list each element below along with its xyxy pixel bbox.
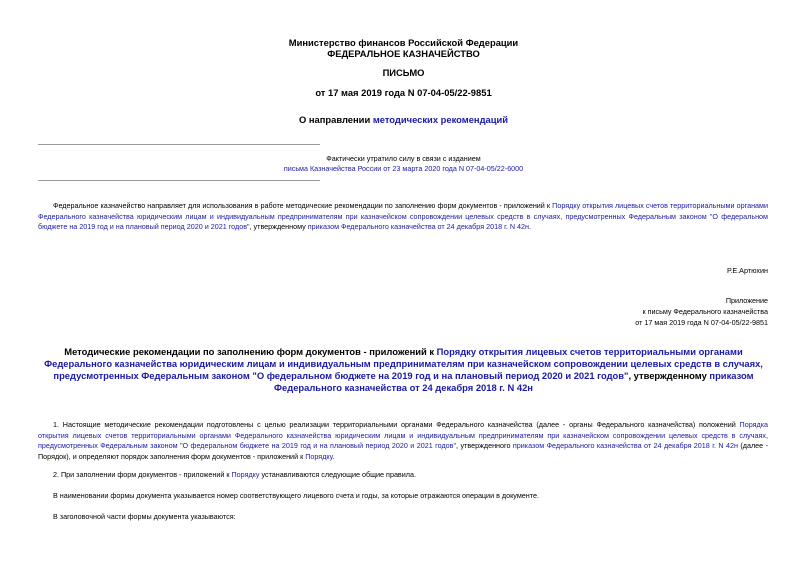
status-note-link-text[interactable]: письма Казначейства России от 23 марта 2020 года N 07-04-05/22-6000 [283, 164, 524, 173]
intro-text-3: . [528, 222, 531, 232]
divider-bottom [38, 180, 320, 181]
intro-text-2: , утвержденному [249, 222, 308, 232]
document-type: ПИСЬМО [382, 67, 425, 78]
p1-poryadok-link[interactable]: Порядку [305, 451, 333, 461]
p2-text-1: 2. При заполнении форм документов - приложений к [53, 470, 232, 479]
title-text-1: Методические рекомендации по заполнению форм документов - приложений к [64, 346, 437, 357]
ministry-name: Министерство финансов Российской Федерации [288, 37, 519, 48]
recommendations-title [40, 346, 767, 394]
subject-prefix: О направлении [298, 114, 373, 125]
p1-text-2: , утвержденного [456, 441, 513, 451]
appendix-line3: от 17 мая 2019 года N 07-04-05/22-9851 [635, 318, 768, 327]
treasury-name: ФЕДЕРАЛЬНОЕ КАЗНАЧЕЙСТВО [327, 48, 480, 59]
appendix-line1: Приложение [725, 296, 768, 305]
status-note-line1: Фактически утратило силу в связи с изданием [326, 154, 481, 163]
p1-text-1: 1. Настоящие методические рекомендации подготовлены с целью реализации территориальными органами Федерального казначейства (далее - органы Федерального казначейства) положений [53, 420, 740, 429]
intro-decree-link[interactable]: приказом Федерального казначейства от 24 декабря 2018 г. N 42н [307, 222, 529, 232]
p1-text-3: (далее - Порядок), и определяют порядок заполнения форм документов - приложений к [38, 441, 768, 461]
intro-text-1: Федеральное казначейство направляет для использования в работе методические рекомендации по заполнению форм документов - приложений к [53, 201, 553, 210]
p1-decree-link[interactable]: приказом Федерального казначейства от 24 декабря 2018 г. N 42н [512, 441, 738, 451]
appendix-line2: к письму Федерального казначейства [642, 307, 768, 316]
p1-order-link[interactable]: Порядка открытия лицевых счетов территориальными органами Федерального казначейства юридическим лицам и индивидуальным предпринимателям при казначейском сопровождении целевых средств в случаях, предусмотренных Федеральным законом "О федеральном бюджете на 2019 год и на плановый период 2020 и 2021 годов" [38, 420, 768, 451]
p2-text-2: устанавливаются следующие общие правила. [259, 470, 416, 479]
divider-top [38, 144, 320, 145]
paragraph-4: В заголовочной части формы документа указываются: [53, 512, 236, 521]
signature: Р.Е.Артюхин [726, 266, 768, 275]
paragraph-3: В наименовании формы документа указывается номер соответствующего лицевого счета и годы, за которые отражаются операции в документе. [53, 491, 539, 500]
document-date-number: от 17 мая 2019 года N 07-04-05/22-9851 [315, 87, 492, 98]
title-order-link[interactable]: Порядку открытия лицевых счетов территориальными органами Федерального казначейства юридическим лицам и индивидуальным предпринимателям при казначейском сопровождении целевых средств в случаях, предусмотренных Федеральным законом "О федеральном бюджете на 2019 год и на плановый период 2020 и 2021 годов" [44, 346, 763, 381]
paragraph-2 [53, 470, 768, 481]
subject-link[interactable]: методических рекомендаций [372, 114, 509, 125]
status-note-link [0, 164, 807, 175]
title-text-2: , утвержденному [628, 370, 710, 381]
title-decree-link[interactable]: приказом Федерального казначейства от 24 декабря 2018 г. N 42н [274, 370, 754, 393]
paragraph-1 [38, 420, 768, 462]
p2-poryadok-link[interactable]: Порядку [231, 470, 260, 479]
intro-order-link[interactable]: Порядку открытия лицевых счетов территориальными органами Федерального казначейства юридическим лицам и индивидуальным предпринимателям при казначейском сопровождении целевых средств в случаях, предусмотренных Федеральным законом "О федеральном бюджете на 2019 год и на плановый период 2020 и 2021 годов" [38, 201, 768, 232]
document-subject [0, 114, 807, 126]
p1-text-4: . [332, 451, 335, 461]
intro-paragraph [38, 201, 768, 233]
